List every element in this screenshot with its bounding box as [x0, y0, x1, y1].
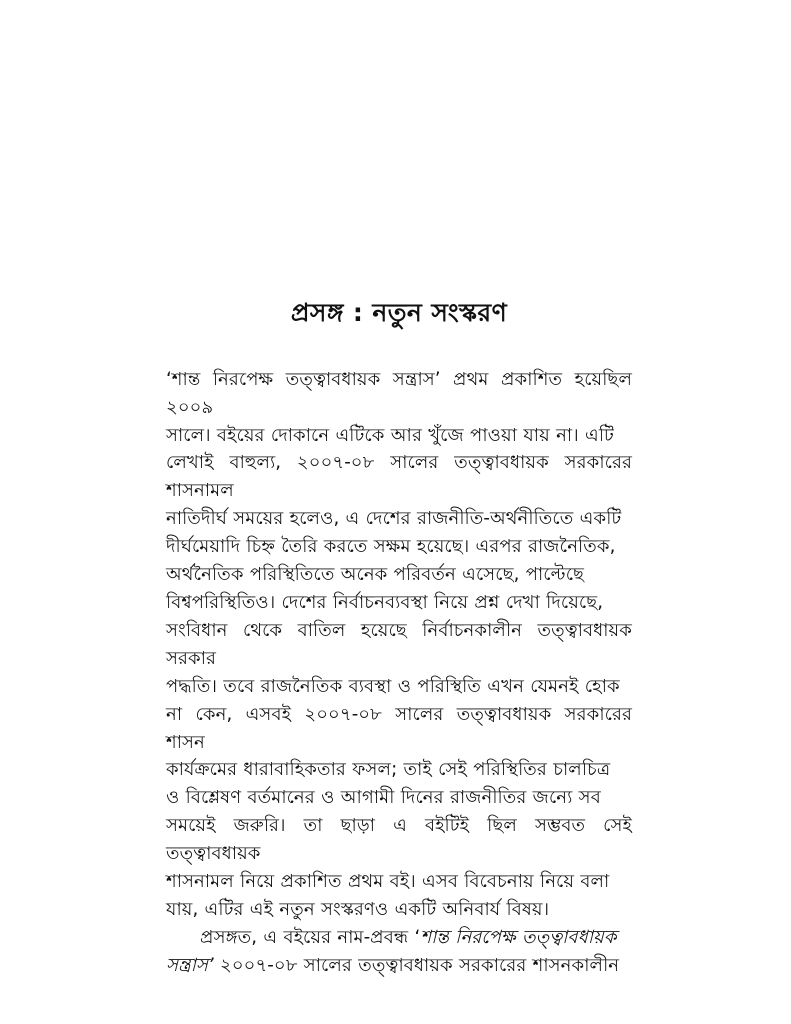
text-line: কার্যক্রমের ধারাবাহিকতার ফসল; তাই সেই পরিস্থিতির চালচিত্র [166, 759, 611, 781]
text-line: অর্থনৈতিক পরিস্থিতিতে অনেক পরিবর্তন এসেছে, পাল্টেছে [166, 564, 585, 586]
text-line: লেখাই বাহুল্য, ২০০৭-০৮ সালের তত্ত্বাবধায়ক সরকারের শাসনামল [166, 452, 632, 502]
text-line [166, 924, 632, 952]
text-line: ও বিশ্লেষণ বর্তমানের ও আগামী দিনের রাজনীতির জন্যে সব [166, 787, 601, 809]
text-line: সংবিধান থেকে বাতিল হয়েছে নির্বাচনকালীন তত্ত্বাবধায়ক সরকার [166, 619, 632, 669]
text-line: সালে। বইয়ের দোকানে এটিকে আর খুঁজে পাওয়া যায় না। এটি [166, 424, 614, 446]
paragraph-1 [166, 366, 632, 924]
text-line: নাতিদীর্ঘ সময়ের হলেও, এ দেশের রাজনীতি-অর্থনীতিতে একটি [166, 508, 622, 530]
book-title-italic-part-1: শান্ত নিরপেক্ষ তত্ত্বাবধায়ক [420, 926, 617, 948]
text-line: বিশ্বপরিস্থিতিও। দেশের নির্বাচনব্যবস্থা নিয়ে প্রশ্ন দেখা দিয়েছে, [166, 592, 604, 613]
text-line: শাসনামল নিয়ে প্রকাশিত প্রথম বই। এসব বিবেচনায় নিয়ে বলা [166, 871, 610, 893]
book-title-italic-part-2: সন্ত্রাস’ [166, 954, 214, 976]
text-line: না কেন, এসবই ২০০৭-০৮ সালের তত্ত্বাবধায়ক সরকারের শাসন [166, 703, 632, 753]
text-line: পদ্ধতি। তবে রাজনৈতিক ব্যবস্থা ও পরিস্থিতি এখন যেমনই হোক [166, 675, 620, 697]
chapter-heading: প্রসঙ্গ : নতুন সংস্করণ [290, 298, 508, 327]
text-line: সময়েই জরুরি। তা ছাড়া এ বইটিই ছিল সম্ভবত সেই তত্ত্বাবধায়ক [166, 815, 632, 865]
paragraph-2 [166, 924, 632, 980]
text-line: দীর্ঘমেয়াদি চিহ্ন তৈরি করতে সক্ষম হয়েছে। এরপর রাজনৈতিক, [166, 536, 616, 558]
paragraph-2-lead: প্রসঙ্গত, এ বইয়ের নাম-প্রবন্ধ ‘ [200, 926, 421, 948]
text-line: যায়, এটির এই নতুন সংস্করণও একটি অনিবার্য বিষয়। [166, 898, 550, 920]
text-line [166, 952, 632, 980]
text-line: ‘শান্ত নিরপেক্ষ তত্ত্বাবধায়ক সন্ত্রাস’ প্রথম প্রকাশিত হয়েছিল ২০০৯ [166, 368, 632, 418]
paragraph-2-trail: ২০০৭-০৮ সালের তত্ত্বাবধায়ক সরকারের শাসনকালীন [213, 954, 620, 976]
page-body [166, 296, 632, 980]
